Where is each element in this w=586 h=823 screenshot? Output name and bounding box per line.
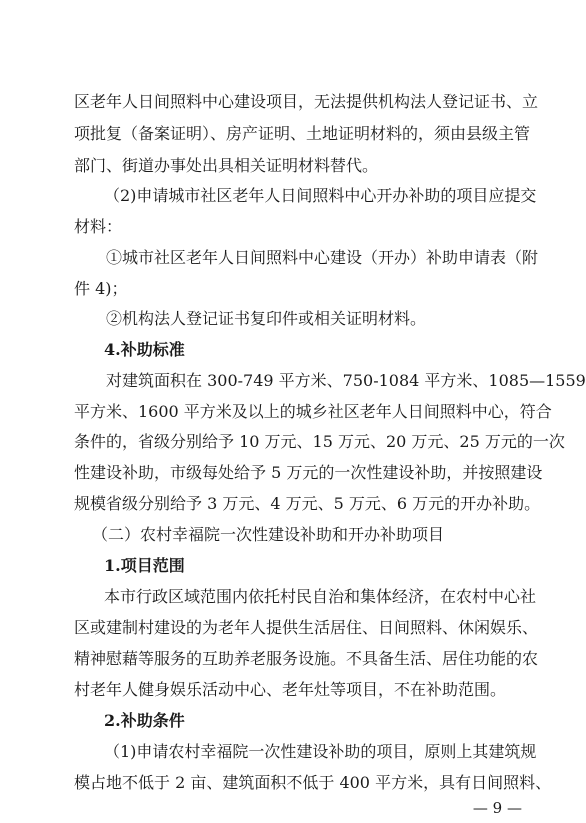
section-heading: 4.补助标准 (104, 340, 185, 359)
body-text-line: ①城市社区老年人日间照料中心建设（开办）补助申请表（附 (106, 248, 539, 267)
body-text-line: 本市行政区域范围内依托村民自治和集体经济，在农村中心社 (104, 587, 537, 606)
body-text-line: 条件的，省级分别给予 10 万元、15 万元、20 万元、25 万元的一次 (74, 432, 565, 451)
section-heading: 2.补助条件 (104, 711, 185, 730)
page-number: — 9 — (472, 799, 522, 817)
body-text-line: 区老年人日间照料中心建设项目，无法提供机构法人登记证书、立 (74, 92, 539, 111)
body-text-line: 材料： (74, 217, 123, 236)
section-heading: 1.项目范围 (104, 556, 185, 575)
body-text-line: 件 4)； (74, 279, 128, 298)
body-text-line: 村老年人健身娱乐活动中心、老年灶等项目，不在补助范围。 (74, 680, 507, 699)
body-text-line: 对建筑面积在 300-749 平方米、750-1084 平方米、1085—1559 (106, 371, 586, 390)
body-text-line: ②机构法人登记证书复印件或相关证明材料。 (106, 309, 427, 328)
subsection-heading: （二）农村幸福院一次性建设补助和开办补助项目 (92, 525, 445, 544)
body-text-line: 平方米、1600 平方米及以上的城乡社区老年人日间照料中心，符合 (74, 402, 552, 421)
body-text-line: （2)申请城市社区老年人日间照料中心开办补助的项目应提交 (104, 186, 537, 205)
body-text-line: 规模省级分别给予 3 万元、4 万元、5 万元、6 万元的开办补助。 (74, 494, 541, 513)
body-text-line: 精神慰藉等服务的互助养老服务设施。不具备生活、居住功能的农 (74, 649, 539, 668)
body-text-line: 项批复（备案证明）、房产证明、土地证明材料的，须由县级主管 (74, 124, 531, 143)
body-text-line: 部门、街道办事处出具相关证明材料替代。 (74, 156, 379, 175)
body-text-line: 性建设补助，市级每处给予 5 万元的一次性建设补助，并按照建设 (74, 463, 543, 482)
body-text-line: （1)申请农村幸福院一次性建设补助的项目，原则上其建筑规 (104, 742, 537, 761)
body-text-line: 区或建制村建设的为老年人提供生活居住、日间照料、休闲娱乐、 (74, 618, 539, 637)
body-text-line: 模占地不低于 2 亩、建筑面积不低于 400 平方米，具有日间照料、 (74, 773, 552, 792)
